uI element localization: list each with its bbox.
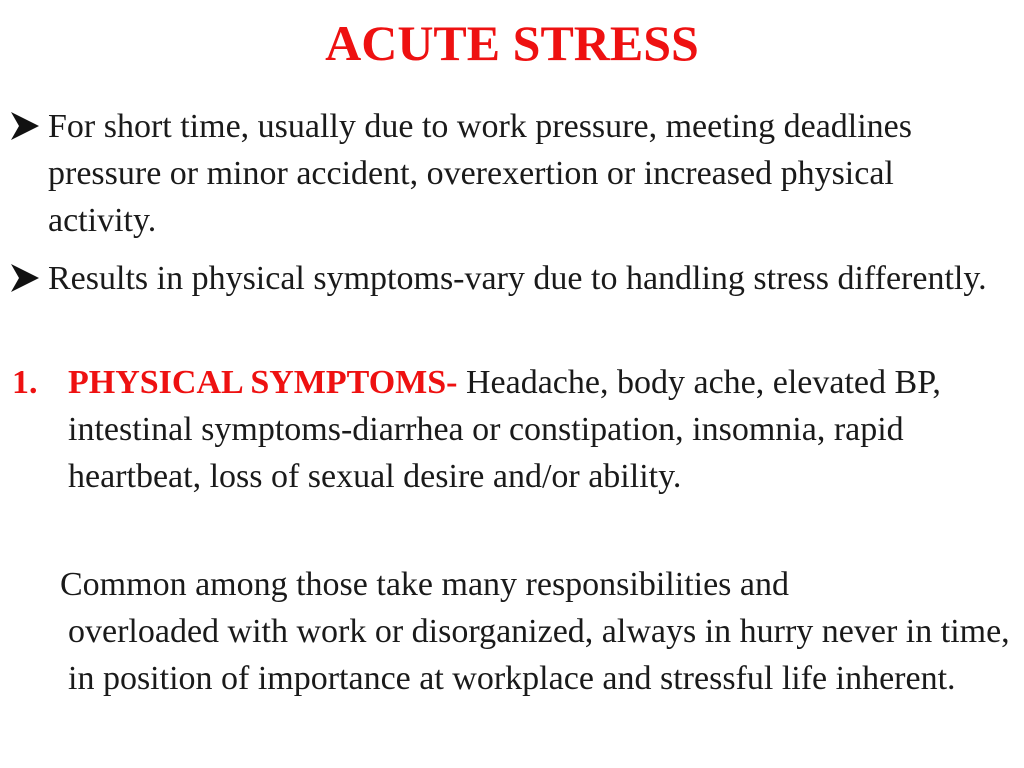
slide-title: ACUTE STRESS bbox=[325, 15, 699, 71]
closing-paragraph bbox=[60, 561, 1010, 702]
arrowhead-bullet-icon bbox=[8, 109, 42, 143]
arrowhead-bullet-icon-svg bbox=[8, 261, 42, 295]
numbered-item-heading: PHYSICAL SYMPTOMS- bbox=[68, 364, 458, 401]
bullet-text: For short time, usually due to work pressure, meeting deadlines pressure or minor accident, overexertion or increased physical activity. bbox=[48, 108, 912, 239]
paragraph-first-line: Common among those take many responsibilities and bbox=[60, 566, 790, 603]
arrowhead-bullet-icon bbox=[8, 261, 42, 295]
bullet-item bbox=[8, 255, 1008, 302]
bullet-item bbox=[8, 103, 1008, 244]
numbered-item-body: Headache, body ache, elevated BP, intestinal symptoms-diarrhea or constipation, insomnia, rapid heartbeat, loss of sexual desire and/or ability. bbox=[68, 364, 941, 495]
numbered-item bbox=[12, 359, 1012, 500]
arrowhead-bullet-icon-svg bbox=[8, 109, 42, 143]
paragraph-body: overloaded with work or disorganized, always in hurry never in time, in position of importance at workplace and stressful life inherent. bbox=[68, 613, 1010, 697]
bullet-text: Results in physical symptoms-vary due to handling stress differently. bbox=[48, 260, 987, 297]
numbered-item-text bbox=[68, 359, 1012, 500]
list-number: 1. bbox=[12, 364, 38, 401]
